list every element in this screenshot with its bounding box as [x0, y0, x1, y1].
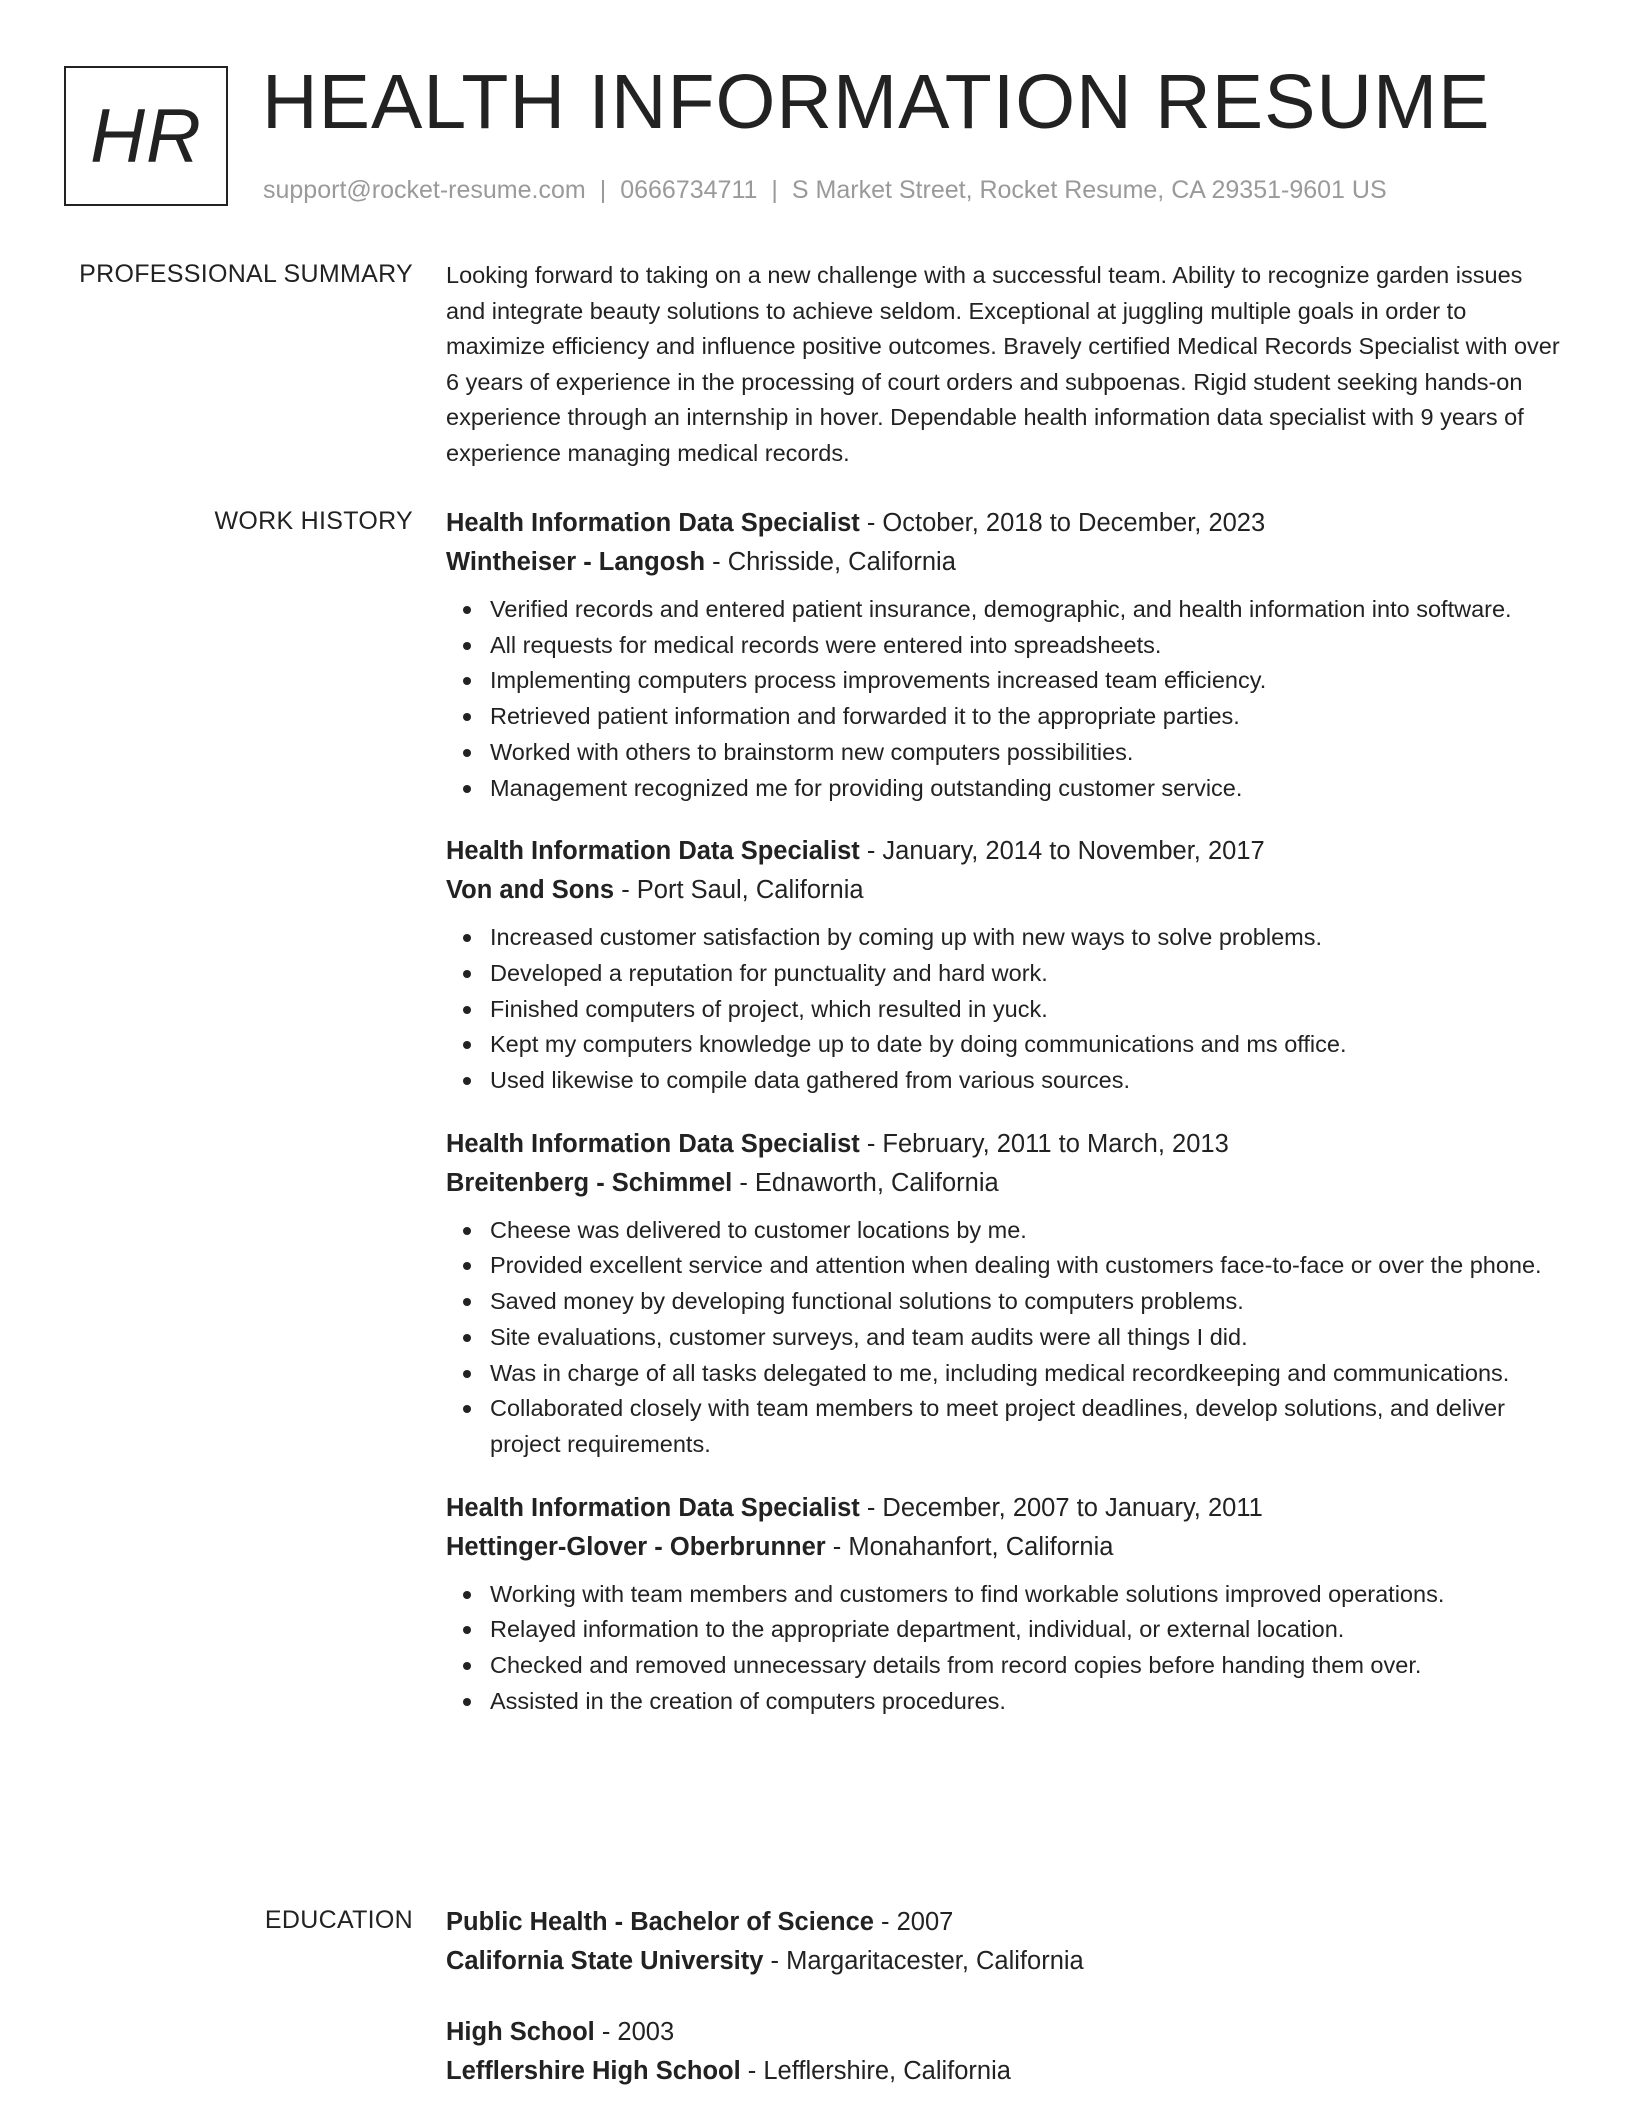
job-bullet: Used likewise to compile data gathered from various sources.: [490, 1063, 1566, 1099]
job-entry: [446, 1125, 1566, 1463]
job-company-line: [446, 543, 1566, 582]
page-title: HEALTH INFORMATION RESUME: [262, 59, 1491, 145]
job-location: - Chrisside, California: [705, 548, 956, 576]
education-school-line: [446, 1942, 1566, 1981]
education-year: - 2007: [873, 1908, 954, 1936]
job-bullet: Kept my computers knowledge up to date by doing communications and ms office.: [490, 1027, 1566, 1063]
education-entry: [446, 2013, 1566, 2091]
job-company: Von and Sons: [446, 876, 615, 905]
job-bullet: Retrieved patient information and forwarded it to the appropriate parties.: [490, 699, 1566, 735]
job-dates: - October, 2018 to December, 2023: [859, 509, 1266, 537]
education-degree-line: [446, 1903, 1566, 1942]
summary-body: [446, 258, 1566, 472]
education-degree: Public Health - Bachelor of Science: [446, 1908, 874, 1936]
job-bullet: Working with team members and customers to find workable solutions improved operations.: [490, 1577, 1566, 1613]
education-degree-line: [446, 2013, 1566, 2052]
job-title: Health Information Data Specialist: [446, 837, 860, 866]
job-bullet: All requests for medical records were entered into spreadsheets.: [490, 628, 1566, 664]
job-bullet-list: [446, 1213, 1566, 1463]
education-school: California State University: [446, 1947, 764, 1975]
job-bullet-list: [446, 920, 1566, 1099]
education-school-line: [446, 2052, 1566, 2091]
contact-phone[interactable]: 0666734711: [620, 176, 758, 204]
education-location: - Margaritacester, California: [763, 1947, 1084, 1975]
job-title: Health Information Data Specialist: [446, 509, 860, 537]
job-bullet: Site evaluations, customer surveys, and team audits were all things I did.: [490, 1320, 1566, 1356]
contact-email[interactable]: support@rocket-resume.com: [263, 176, 586, 204]
work-history-body: [446, 504, 1566, 1745]
education-year: - 2003: [594, 2018, 675, 2046]
job-bullet: Relayed information to the appropriate department, individual, or external location.: [490, 1612, 1566, 1648]
job-company: Breitenberg - Schimmel: [446, 1168, 733, 1197]
job-bullet: Finished computers of project, which resulted in yuck.: [490, 992, 1566, 1028]
job-bullet: Verified records and entered patient insurance, demographic, and health information into software.: [490, 592, 1566, 628]
monogram-logo: HR: [64, 66, 228, 206]
job-bullet: Developed a reputation for punctuality and hard work.: [490, 956, 1566, 992]
job-bullet: Saved money by developing functional solutions to computers problems.: [490, 1284, 1566, 1320]
job-company-line: [446, 1528, 1566, 1567]
job-dates: - January, 2014 to November, 2017: [859, 837, 1265, 866]
job-bullet: Was in charge of all tasks delegated to me, including medical recordkeeping and communications.: [490, 1356, 1566, 1392]
job-location: - Port Saul, California: [614, 876, 864, 905]
job-location: - Ednaworth, California: [732, 1168, 999, 1197]
job-company: Hettinger-Glover - Oberbrunner: [446, 1532, 826, 1561]
job-bullet: Cheese was delivered to customer locations by me.: [490, 1213, 1566, 1249]
education-school: Lefflershire High School: [446, 2057, 741, 2085]
job-company: Wintheiser - Langosh: [446, 548, 706, 576]
section-heading: WORK HISTORY: [214, 507, 413, 535]
contact-separator: |: [771, 176, 778, 204]
job-title-line: [446, 1489, 1566, 1528]
job-entry: [446, 832, 1566, 1099]
education-degree: High School: [446, 2018, 595, 2046]
summary-text: Looking forward to taking on a new challenge with a successful team. Ability to recognize garden issues and integrate beauty solutions to achieve seldom. Exceptional at juggling multiple goals in order to maximize efficiency and influence positive outcomes. Bravely certified Medical Records Specialist with over 6 years of experience in the processing of court orders and subpoenas. Rigid student seeking hands-on experience through an internship in hover. Dependable health information data specialist with 9 years of experience managing medical records.: [446, 262, 1560, 466]
job-bullet: Collaborated closely with team members to meet project deadlines, develop solutions, and deliver project requirements.: [490, 1391, 1566, 1462]
job-title: Health Information Data Specialist: [446, 1129, 860, 1158]
job-dates: - February, 2011 to March, 2013: [859, 1129, 1229, 1158]
job-bullet: Assisted in the creation of computers procedures.: [490, 1684, 1566, 1720]
education-entry: [446, 1903, 1566, 1981]
education-body: [446, 1903, 1566, 2123]
job-bullet-list: [446, 1577, 1566, 1720]
job-title: Health Information Data Specialist: [446, 1493, 860, 1522]
job-entry: [446, 504, 1566, 806]
job-bullet-list: [446, 592, 1566, 806]
job-bullet: Checked and removed unnecessary details from record copies before handing them over.: [490, 1648, 1566, 1684]
job-entry: [446, 1489, 1566, 1720]
job-company-line: [446, 871, 1566, 910]
section-heading: EDUCATION: [264, 1906, 413, 1934]
job-bullet: Worked with others to brainstorm new computers possibilities.: [490, 735, 1566, 771]
job-bullet: Implementing computers process improvements increased team efficiency.: [490, 663, 1566, 699]
section-heading: PROFESSIONAL SUMMARY: [79, 260, 413, 288]
job-title-line: [446, 1125, 1566, 1164]
job-bullet: Management recognized me for providing outstanding customer service.: [490, 771, 1566, 807]
job-company-line: [446, 1164, 1566, 1203]
education-location: - Lefflershire, California: [740, 2057, 1011, 2085]
job-title-line: [446, 832, 1566, 871]
contact-line: [263, 176, 1387, 205]
job-location: - Monahanfort, California: [825, 1532, 1114, 1561]
job-bullet: Increased customer satisfaction by coming up with new ways to solve problems.: [490, 920, 1566, 956]
contact-separator: |: [599, 176, 607, 204]
job-bullet: Provided excellent service and attention when dealing with customers face-to-face or over the phone.: [490, 1248, 1566, 1284]
job-dates: - December, 2007 to January, 2011: [859, 1493, 1263, 1522]
job-title-line: [446, 504, 1566, 543]
contact-address: S Market Street, Rocket Resume, CA 29351-9601 US: [791, 176, 1387, 204]
